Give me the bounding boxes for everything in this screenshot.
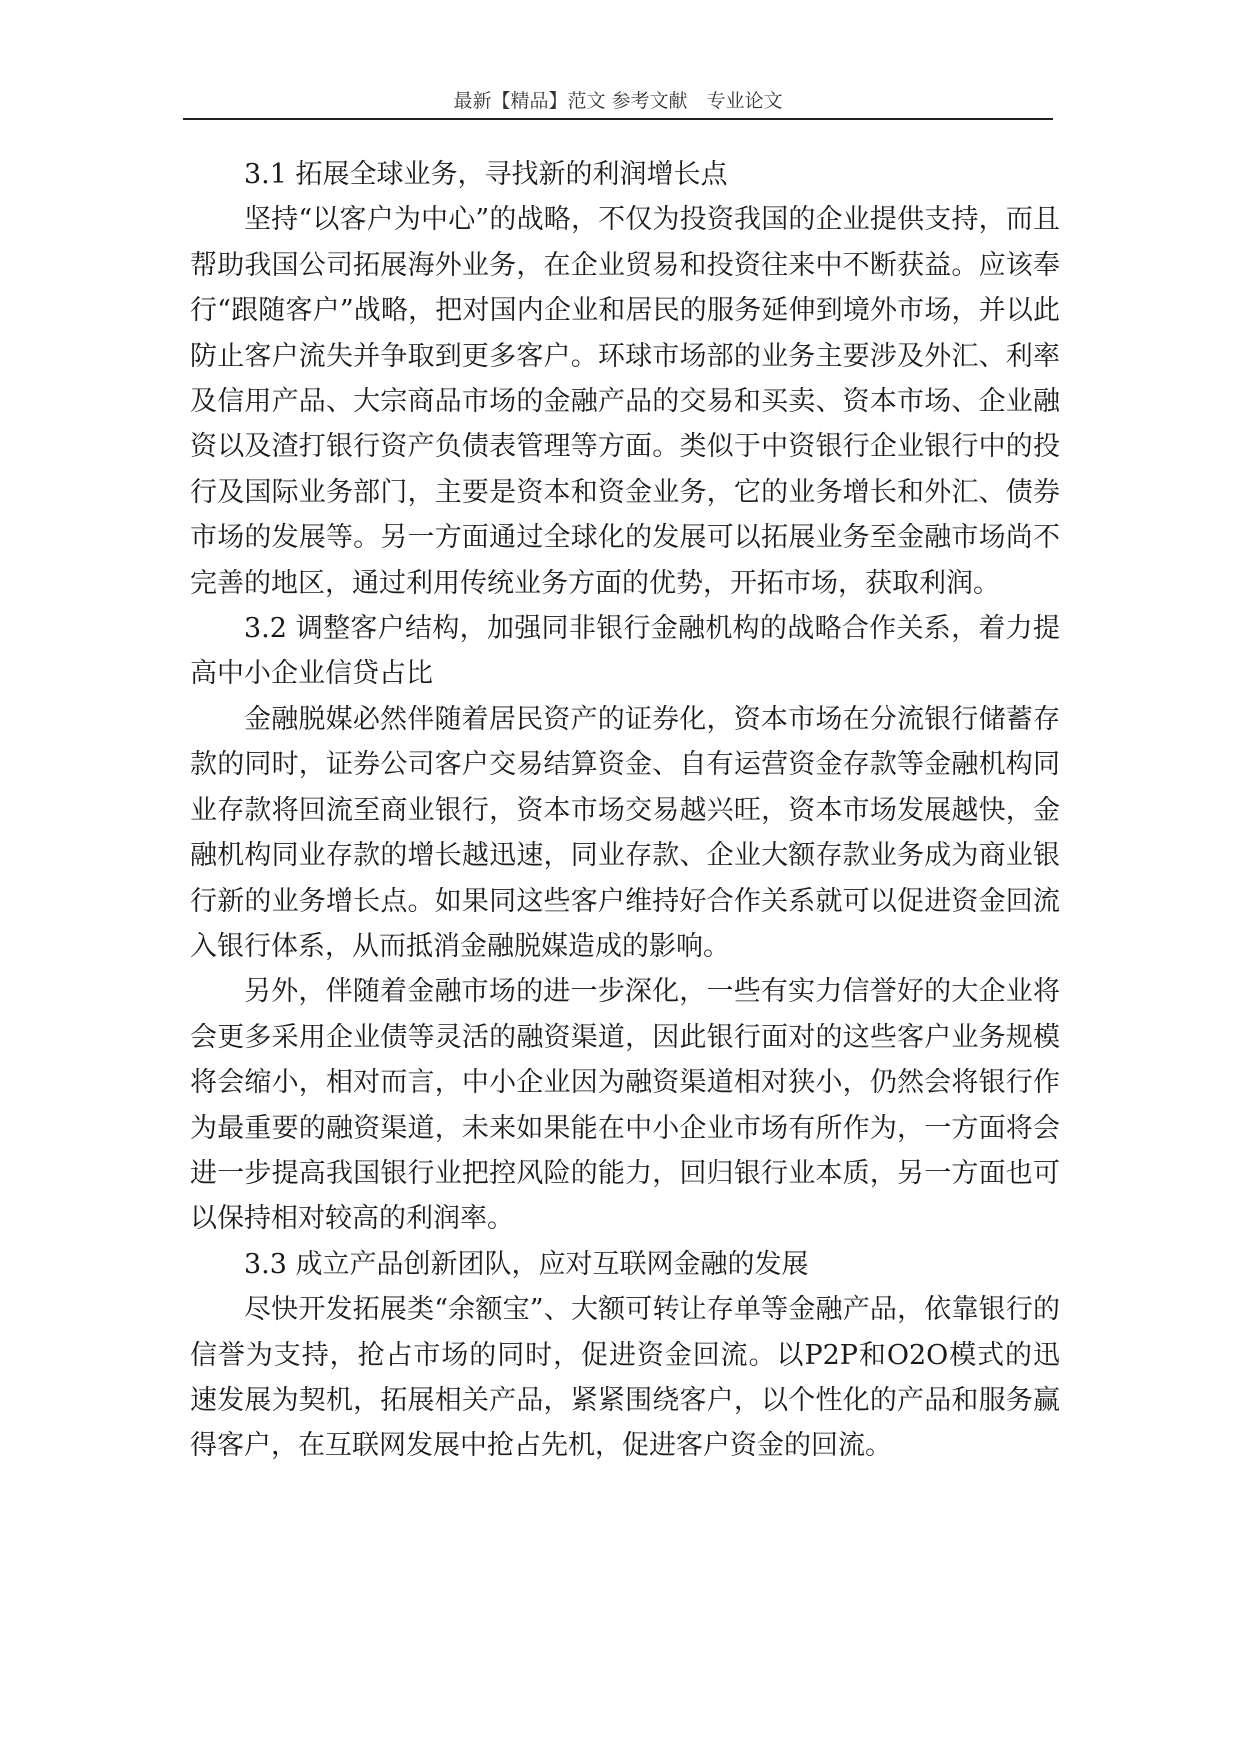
section-heading: 3.1 拓展全球业务，寻找新的利润增长点 bbox=[244, 159, 728, 190]
body-paragraph: 尽快开发拓展类“余额宝”、大额可转让存单等金融产品，依靠银行的信誉为支持，抢占市场的同时，促进资金回流。以P2P和O2O模式的迅速发展为契机，拓展相关产品，紧紧围绕客户，以个性化的产品和服务赢得客户，在互联网发展中抢占先机，促进客户资金的回流。 bbox=[190, 1294, 1060, 1462]
document-body bbox=[190, 152, 1060, 1469]
body-paragraph: 坚持“以客户为中心”的战略，不仅为投资我国的企业提供支持，而且帮助我国公司拓展海外业务，在企业贸易和投资往来中不断获益。应该奉行“跟随客户”战略，把对国内企业和居民的服务延伸到境外市场，并以此防止客户流失并争取到更多客户。环球市场部的业务主要涉及外汇、利率及信用产品、大宗商品市场的金融产品的交易和买卖、资本市场、企业融资以及渣打银行资产负债表管理等方面。类似于中资银行企业银行中的投行及国际业务部门，主要是资本和资金业务，它的业务增长和外汇、债券市场的发展等。另一方面通过全球化的发展可以拓展业务至金融市场尚不完善的地区，通过利用传统业务方面的优势，开拓市场，获取利润。 bbox=[190, 204, 1060, 599]
page-header: 最新【精品】范文 参考文献 专业论文 bbox=[183, 84, 1053, 120]
section-heading: 3.3 成立产品创新团队，应对互联网金融的发展 bbox=[244, 1248, 809, 1280]
body-paragraph: 另外，伴随着金融市场的进一步深化，一些有实力信誉好的大企业将会更多采用企业债等灵活的融资渠道，因此银行面对的这些客户业务规模将会缩小，相对而言，中小企业因为融资渠道相对狭小，仍然会将银行作为最重要的融资渠道，未来如果能在中小企业市场有所作为，一方面将会进一步提高我国银行业把控风险的能力，回归银行业本质，另一方面也可以保持相对较高的利润率。 bbox=[190, 976, 1060, 1235]
body-paragraph: 金融脱媒必然伴随着居民资产的证券化，资本市场在分流银行储蓄存款的同时，证券公司客户交易结算资金、自有运营资金存款等金融机构同业存款将回流至商业银行，资本市场交易越兴旺，资本市场发展越快，金融机构同业存款的增长越迅速，同业存款、企业大额存款业务成为商业银行新的业务增长点。如果同这些客户维持好合作关系就可以促进资金回流入银行体系，从而抵消金融脱媒造成的影响。 bbox=[190, 703, 1060, 962]
section-heading: 3.2 调整客户结构，加强同非银行金融机构的战略合作关系，着力提高中小企业信贷占比 bbox=[190, 613, 1060, 690]
